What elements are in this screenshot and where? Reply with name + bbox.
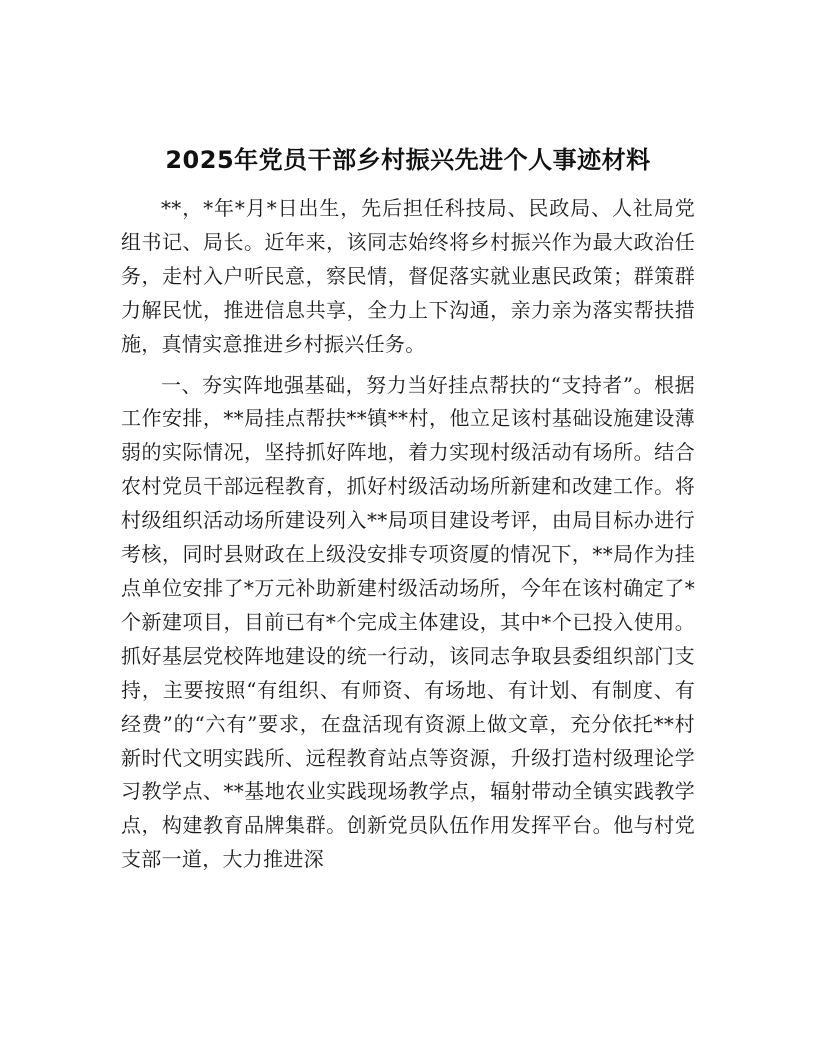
document-title: 2025年党员干部乡村振兴先进个人事迹材料 [165, 146, 651, 174]
paragraph-section-one: 一、夯实阵地强基础，努力当好挂点帮扶的“支持者”。根据工作安排，**局挂点帮扶**镇**村，他立足该村基础设施建设薄弱的实际情况，坚持抓好阵地，着力实现村级活动有场所。结合农村党员干部远程教育，抓好村级活动场所新建和改建工作。将村级组织活动场所建设列入**局项目建设考评，由局目标办进行考核，同时县财政在上级没安排专项资厦的情况下，**局作为挂点单位安排了*万元补助新建村级活动场所，今年在该村确定了*个新建项目，目前已有*个完成主体建设，其中*个已投入使用。抓好基层党校阵地建设的统一行动，该同志争取县委组织部门支持，主要按照“有组织、有师资、有场地、有计划、有制度、有经费”的“六有”要求，在盘活现有资源上做文章，充分依托**村新时代文明实践所、远程教育站点等资源，升级打造村级理论学习教学点、**基地农业实践现场教学点，辐射带动全镇实践教学点，构建教育品牌集群。创新党员队伍作用发挥平台。他与村党支部一道，大力推进深 [121, 372, 695, 872]
document-body [121, 192, 695, 884]
paragraph-intro: **，*年*月*日出生，先后担任科技局、民政局、人社局党组书记、局长。近年来，该同志始终将乡村振兴作为最大政治任务，走村入户听民意，察民情，督促落实就业惠民政策；群策群力解民忧，推进信息共享，全力上下沟通，亲力亲为落实帮扶措施，真情实意推进乡村振兴任务。 [121, 196, 695, 356]
